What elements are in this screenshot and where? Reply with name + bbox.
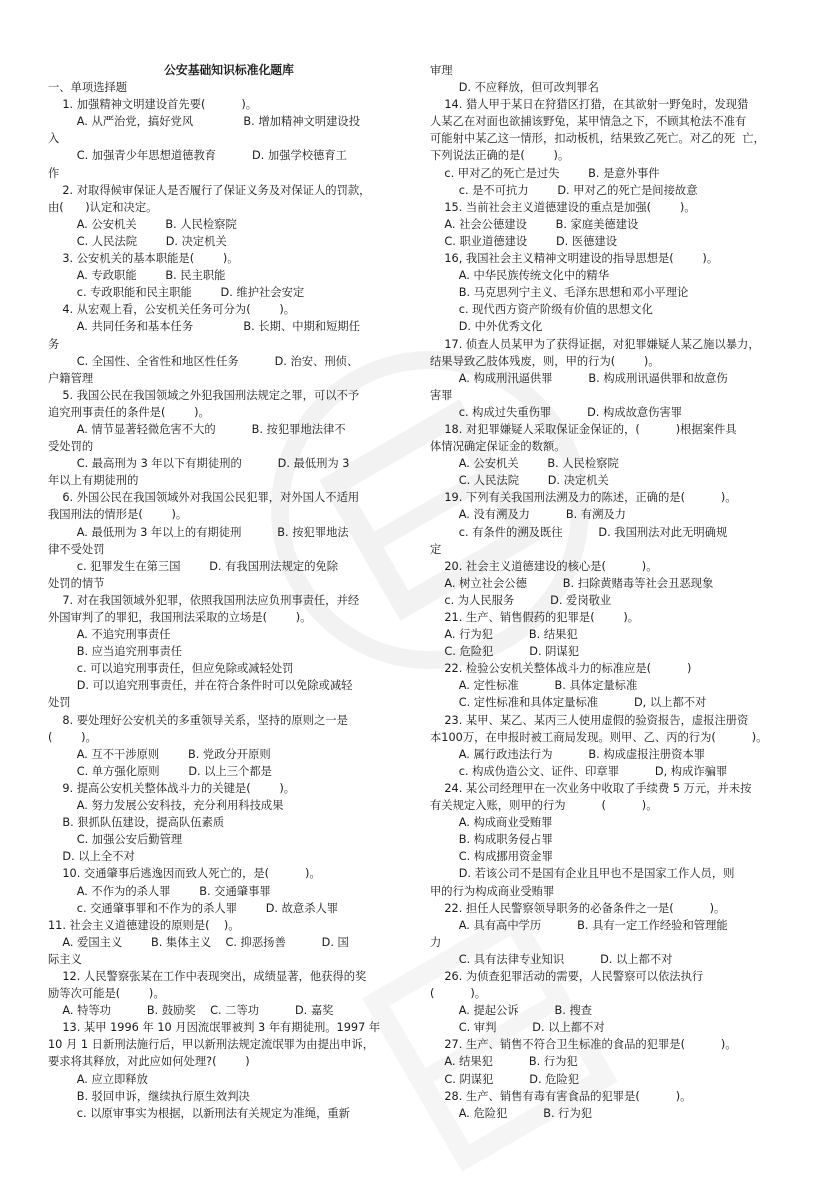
- text-line: 5. 我国公民在我国领域之外犯我国刑法规定之罪，可以不予: [48, 388, 360, 402]
- text-line: 16, 我国社会主义精神文明建设的指导思想是( )。: [430, 252, 719, 266]
- text-line: c. 现代西方资产阶级有价值的思想文化: [430, 303, 653, 317]
- text-line: 11. 社会主义道德建设的原则是( )。: [48, 918, 240, 932]
- text-line: B. 应当追究刑事责任: [48, 645, 183, 659]
- text-line: A. 共同任务和基本任务 B. 长期、中期和短期任: [48, 320, 360, 334]
- text-line: B. 构成职务侵占罪: [430, 833, 553, 847]
- text-line: c. 交通肇事罪和不作为的杀人罪 D. 故意杀人罪: [48, 901, 339, 915]
- text-line: 28. 生产、销售有毒有害食品的犯罪是( )。: [430, 1089, 692, 1103]
- text-line: D. 可以追究刑事责任，并在符合条件时可以免除或减轻: [48, 679, 353, 693]
- text-line: 可能射中某乙这一情形，扣动板机，结果致乙死亡。对乙的死 亡，: [430, 132, 765, 146]
- right-column: [430, 62, 792, 1122]
- text-line: 结果导致乙肢体残废，则，甲的行为( )。: [430, 354, 660, 368]
- text-line: A. 提起公诉 B. 搜查: [430, 1004, 593, 1018]
- text-line: C. 全国性、全省性和地区性任务 D. 治安、刑侦、: [48, 354, 359, 368]
- text-line: A. 树立社会公德 B. 扫除黄赌毒等社会丑恶现象: [430, 576, 714, 590]
- text-line: A. 构成商业受贿罪: [430, 816, 553, 830]
- text-line: 受处罚的: [48, 440, 94, 454]
- text-line: c. 构成过失重伤罪 D. 构成故意伤害罪: [430, 405, 683, 419]
- text-line: 19. 下列有关我国刑法溯及力的陈述，正确的是( )。: [430, 491, 737, 505]
- text-line: c. 犯罪发生在第三国 D. 有我国刑法规定的免除: [48, 559, 339, 573]
- text-line: A. 中华民族传统文化中的精华: [430, 269, 610, 283]
- text-line: 3. 公安机关的基本职能是( )。: [48, 252, 239, 266]
- right-question-list: [430, 62, 792, 1122]
- text-line: 21. 生产、销售假药的犯罪是( )。: [430, 611, 640, 624]
- text-line: 27. 生产、销售不符合卫生标准的食品的犯罪是( )。: [430, 1038, 737, 1052]
- text-line: 8. 要处理好公安机关的多重领导关系，坚持的原则之一是: [48, 713, 348, 727]
- text-line: 处罚: [48, 696, 71, 710]
- text-line: A. 从严治党，搞好党风 B. 增加精神文明建设投: [48, 115, 360, 129]
- text-line: 害罪: [430, 388, 453, 402]
- text-line: 有关规定入账，则甲的行为 ( )。: [430, 799, 658, 813]
- text-line: 本100万，在申报时被工商局发现。则甲、乙、丙的行为( )。: [430, 730, 768, 744]
- text-line: C. 审判 D. 以上都不对: [430, 1021, 605, 1035]
- text-line: 20. 社会主义道德建设的核心是( )。: [430, 559, 658, 573]
- text-line: C. 单方强化原则 D. 以上三个都是: [48, 764, 272, 778]
- text-line: 入: [48, 132, 60, 146]
- text-line: 甲的行为构成商业受贿罪: [430, 884, 555, 898]
- document-title: 公安基础知识标准化题库: [164, 63, 294, 77]
- text-line: 作: [48, 166, 60, 180]
- text-line: ( )。: [430, 987, 487, 1001]
- text-line: C. 人民法院 D. 决定机关: [48, 234, 227, 248]
- text-line: ( )。: [48, 730, 97, 744]
- text-line: A. 最低刑为 3 年以上的有期徒刑 B. 按犯罪地法: [48, 525, 349, 539]
- text-line: A. 行为犯 B. 结果犯: [430, 628, 578, 642]
- text-line: c. 有条件的溯及既往 D. 我国刑法对此无明确规: [430, 525, 728, 539]
- text-line: A. 专政职能 B. 民主职能: [48, 269, 226, 283]
- text-line: 9. 提高公安机关整体战斗力的关键是( )。: [48, 781, 296, 795]
- text-line: B. 狠抓队伍建设，提高队伍素质: [48, 816, 225, 830]
- section-heading: 一、单项选择题: [48, 81, 128, 95]
- text-line: A. 危险犯 B. 行为犯: [430, 1106, 593, 1120]
- text-line: C. 具有法律专业知识 D. 以上都不对: [430, 952, 673, 966]
- text-line: 人某乙在对面也欲捕该野兔，某甲情急之下，不顾其枪法不准有: [430, 115, 747, 129]
- text-line: A. 爱国主义 B. 集体主义 C. 抑恶扬善 D. 国: [48, 935, 349, 949]
- text-line: D. 以上全不对: [48, 850, 135, 864]
- text-line: A. 情节显著轻微危害不大的 B. 按犯罪地法律不: [48, 422, 346, 436]
- text-line: 处罚的情节: [48, 576, 105, 590]
- text-line: 12. 人民警察张某在工作中表现突出，成绩显著，他获得的奖: [48, 969, 367, 983]
- text-line: 年以上有期徒刑的: [48, 474, 139, 488]
- text-line: 际主义: [48, 952, 82, 966]
- text-line: 6. 外国公民在我国领域外对我国公民犯罪，对外国人不适用: [48, 491, 360, 505]
- text-line: c. 以原审事实为根据，以新刑法有关规定为准绳，重新: [48, 1106, 350, 1120]
- text-line: 7. 对在我国领域外犯罪，依照我国刑法应负刑事责任，并经: [48, 593, 360, 607]
- text-line: 13. 某甲 1996 年 10 月因流氓罪被判 3 年有期徒刑。1997 年: [48, 1021, 381, 1035]
- text-line: 22. 检验公安机关整体战斗力的标准应是( ): [430, 662, 692, 676]
- text-line: A. 互不干涉原则 B. 党政分开原则: [48, 747, 271, 761]
- text-line: A. 不追究刑事责任: [48, 628, 171, 642]
- text-line: 17. 侦查人员某甲为了获得证据，对犯罪嫌疑人某乙施以暴力，: [430, 337, 760, 351]
- text-line: C. 人民法院 D. 决定机关: [430, 474, 609, 488]
- text-line: 4. 从宏观上看，公安机关任务可分为( )。: [48, 303, 296, 317]
- text-line: 务: [48, 337, 60, 351]
- text-line: A. 不作为的杀人罪 B. 交通肇事罪: [48, 884, 271, 898]
- text-line: 24. 某公司经理甲在一次业务中收取了手续费 5 万元，并未按: [430, 781, 752, 795]
- text-line: 15. 当前社会主义道德建设的重点是加强( )。: [430, 200, 696, 214]
- text-line: C. 职业道德建设 D. 医德建设: [430, 234, 618, 248]
- text-line: 14. 猎人甲于某日在狩猎区打猎，在其欲射一野兔时，发现猎: [430, 98, 749, 112]
- text-line: A. 属行政违法行为 B. 构成虚报注册资本罪: [430, 747, 706, 761]
- text-line: 10. 交通肇事后逃逸因而致人死亡的，是( )。: [48, 867, 321, 881]
- text-line: C. 定性标准和具体定量标准 D, 以上都不对: [430, 696, 707, 710]
- text-line: D. 中外优秀文化: [430, 320, 543, 334]
- text-line: C. 最高刑为 3 年以下有期徒刑的 D. 最低刑为 3: [48, 457, 350, 471]
- text-line: 追究刑事责任的条件是( )。: [48, 405, 210, 419]
- text-line: c. 专政职能和民主职能 D. 维护社会安定: [48, 286, 305, 300]
- text-line: c. 是不可抗力 D. 甲对乙的死亡是间接故意: [430, 183, 698, 197]
- text-line: 律不受处罚: [48, 542, 105, 556]
- text-line: 我国刑法的情形是( )。: [48, 508, 188, 522]
- text-line: A. 特等功 B. 鼓励奖 C. 二等功 D. 嘉奖: [48, 1004, 334, 1018]
- text-line: A. 具有高中学历 B. 具有一定工作经验和管理能: [430, 918, 728, 932]
- text-line: A. 定性标准 B. 具体定量标准: [430, 679, 638, 693]
- text-line: 要求将其释放，对此应如何处理?( ): [48, 1055, 250, 1069]
- text-line: 审理: [430, 64, 453, 77]
- text-line: 定: [430, 542, 442, 556]
- text-line: c. 甲对乙的死亡是过失 B. 是意外事件: [430, 166, 660, 180]
- text-line: C. 加强公安后勤管理: [48, 833, 183, 847]
- text-line: A. 结果犯 B. 行为犯: [430, 1055, 578, 1069]
- text-line: c. 可以追究刑事责任，但应免除或减轻处罚: [48, 662, 294, 676]
- text-line: C. 阴谋犯 D. 危险犯: [430, 1072, 580, 1086]
- text-line: A. 没有溯及力 B. 有溯及力: [430, 508, 626, 522]
- text-line: A. 努力发展公安科技，充分利用科技成果: [48, 799, 284, 813]
- text-line: D. 若该公司不是国有企业且甲也不是国家工作人员，则: [430, 867, 735, 881]
- text-line: 下列说法正确的是( )。: [430, 149, 570, 163]
- text-line: A. 构成刑汛逼供罪 B. 构成刑讯逼供罪和故意伤: [430, 371, 728, 385]
- text-line: 2. 对取得候审保证人是否履行了保证义务及对保证人的罚款，: [48, 183, 371, 197]
- text-line: 由( )认定和决定。: [48, 200, 158, 214]
- text-line: c. 为人民服务 D. 爱岗敬业: [430, 593, 612, 607]
- text-line: 22. 担任人民警察领导职务的必备条件之一是( )。: [430, 901, 726, 915]
- left-question-list: [48, 96, 410, 1122]
- text-line: A. 公安机关 B. 人民检察院: [48, 217, 237, 231]
- text-line: C. 构成挪用资金罪: [430, 850, 553, 864]
- text-line: A. 应立即释放: [48, 1072, 148, 1086]
- text-line: D. 不应释放，但可改判罪名: [430, 81, 599, 95]
- text-line: C. 加强青少年思想道德教育 D. 加强学校德育工: [48, 149, 347, 163]
- text-line: A. 公安机关 B. 人民检察院: [430, 457, 619, 471]
- text-line: 10 月 1 日新刑法施行后，甲以新刑法规定流氓罪为由提出申诉，: [48, 1038, 375, 1052]
- text-line: 18. 对犯罪嫌疑人采取保证金保证的，( )根据案件具: [430, 422, 737, 436]
- text-line: 23. 某甲、某乙、某丙三人使用虚假的验资报告，虚报注册资: [430, 713, 749, 727]
- text-line: c. 构成伪造公文、证件、印章罪 D, 构成诈骗罪: [430, 764, 728, 778]
- text-line: 外国审判了的罪犯，我国刑法采取的立场是( )。: [48, 611, 312, 624]
- text-line: 力: [430, 935, 442, 949]
- text-line: 户籍管理: [48, 371, 94, 385]
- text-line: B. 驳回申诉，继续执行原生效判决: [48, 1089, 250, 1103]
- text-line: C. 危险犯 D. 阴谋犯: [430, 645, 580, 659]
- left-column: [48, 62, 410, 1122]
- text-line: 励等次可能是( )。: [48, 987, 165, 1001]
- text-line: 26. 为侦查犯罪活动的需要，人民警察可以依法执行: [430, 969, 704, 983]
- text-line: 体情况确定保证金的数额。: [430, 440, 566, 454]
- text-line: B. 马克思列宁主义、毛泽东思想和邓小平理论: [430, 286, 689, 300]
- text-line: 1. 加强精神文明建设首先要( )。: [48, 98, 258, 112]
- text-line: A. 社会公德建设 B. 家庭美德建设: [430, 217, 639, 231]
